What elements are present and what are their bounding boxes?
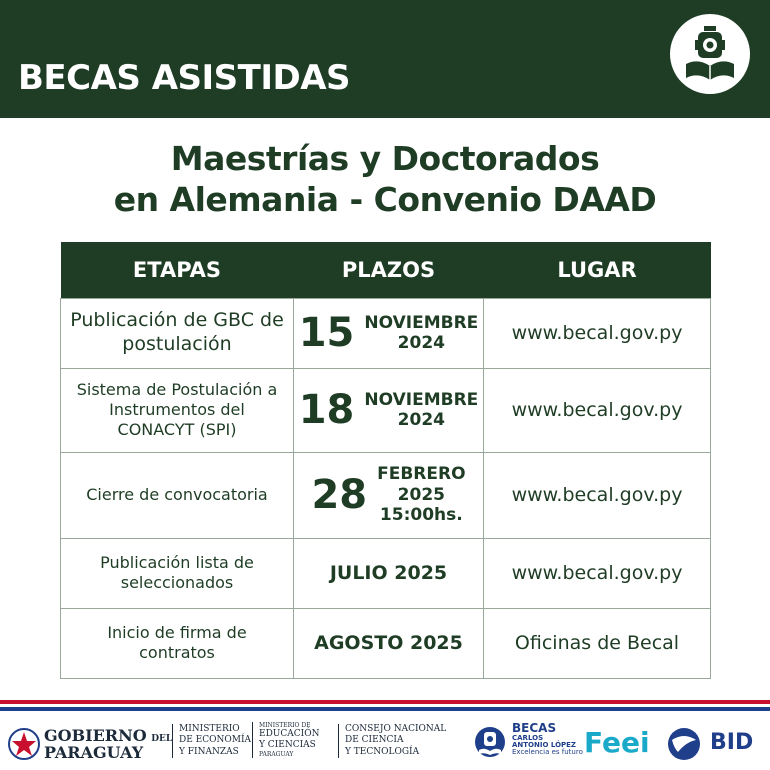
becas-line1: BECAS bbox=[512, 721, 557, 735]
header-etapas: ETAPAS bbox=[61, 242, 294, 298]
table-row bbox=[61, 298, 711, 368]
plazo-cell: JULIO 2025 bbox=[294, 538, 484, 608]
logo-becas-carlos-antonio-lopez bbox=[512, 722, 583, 757]
plazo-month: NOVIEMBRE bbox=[364, 312, 479, 333]
gobierno-text: GOBIERNO bbox=[44, 726, 147, 745]
lugar-cell: www.becal.gov.py bbox=[484, 368, 711, 452]
header-plazos: PLAZOS bbox=[294, 242, 484, 298]
plazo-day: 28 bbox=[311, 471, 368, 518]
conacyt-line1: CONSEJO NACIONAL bbox=[345, 724, 447, 734]
plazo-month-year bbox=[364, 313, 478, 354]
paraguay-text: PARAGUAY bbox=[44, 742, 144, 762]
logo-ministerio-economia bbox=[172, 724, 251, 758]
plazo-day: 15 bbox=[298, 310, 355, 356]
plazo-day: 18 bbox=[298, 387, 355, 433]
header-title: BECAS ASISTIDAS bbox=[18, 58, 351, 98]
min-eco-line1: MINISTERIO bbox=[179, 724, 240, 734]
lugar-cell: www.becal.gov.py bbox=[484, 452, 711, 538]
page-title-line1: Maestrías y Doctorados bbox=[170, 139, 600, 178]
footer-logos bbox=[0, 712, 770, 770]
plazo-cell bbox=[294, 368, 484, 452]
min-edu-small: MINISTERIO DE bbox=[259, 722, 311, 729]
plazo-cell bbox=[294, 298, 484, 368]
table-header-row bbox=[61, 242, 711, 298]
min-edu-line1: EDUCACIÓN bbox=[259, 729, 320, 740]
bid-globe-icon bbox=[664, 726, 704, 762]
logo-gobierno-paraguay bbox=[44, 728, 172, 762]
min-eco-line3: Y FINANZAS bbox=[179, 746, 239, 757]
etapa-cell: Sistema de Postulación a Instrumentos del CONACYT (SPI) bbox=[61, 368, 294, 452]
logo-ministerio-educacion bbox=[252, 722, 319, 758]
logo-bid: BID bbox=[710, 730, 754, 755]
etapa-cell: Publicación lista de seleccionados bbox=[61, 538, 294, 608]
logo-conacyt bbox=[338, 724, 446, 758]
lugar-cell: www.becal.gov.py bbox=[484, 298, 711, 368]
plazo-month: FEBRERO bbox=[377, 464, 466, 485]
table-row bbox=[61, 368, 711, 452]
etapa-cell: Cierre de convocatoria bbox=[61, 452, 294, 538]
table-row bbox=[61, 538, 711, 608]
table-row bbox=[61, 608, 711, 678]
min-eco-line2: DE ECONOMÍA bbox=[179, 735, 252, 746]
becal-logo bbox=[670, 14, 750, 94]
paraguay-shield-icon bbox=[8, 728, 40, 760]
plazo-year: 2024 bbox=[397, 333, 445, 353]
gobierno-del-text: DEL bbox=[151, 734, 173, 744]
plazo-cell: AGOSTO 2025 bbox=[294, 608, 484, 678]
conacyt-line3: Y TECNOLOGÍA bbox=[345, 746, 420, 757]
becas-line3: ANTONIO LÓPEZ bbox=[512, 740, 577, 749]
plazo-month: NOVIEMBRE bbox=[364, 389, 479, 410]
conacyt-line2: DE CIENCIA bbox=[345, 735, 404, 746]
min-edu-line2: Y CIENCIAS bbox=[259, 739, 316, 750]
header-banner bbox=[0, 0, 770, 118]
header-lugar: LUGAR bbox=[484, 242, 711, 298]
becal-lamp-book-icon bbox=[682, 24, 738, 82]
min-edu-small2: PARAGUAY bbox=[259, 750, 294, 758]
table-row bbox=[61, 452, 711, 538]
schedule-table bbox=[60, 242, 711, 679]
becas-line2: CARLOS bbox=[512, 733, 544, 742]
plazo-month-year bbox=[377, 464, 465, 525]
plazo-year: 2024 bbox=[397, 410, 445, 430]
etapa-cell: Publicación de GBC de postulación bbox=[61, 298, 294, 368]
lugar-cell: www.becal.gov.py bbox=[484, 538, 711, 608]
becas-tagline: Excelencia es futuro bbox=[512, 748, 583, 757]
lugar-cell: Oficinas de Becal bbox=[484, 608, 711, 678]
page-title-line2: en Alemania - Convenio DAAD bbox=[113, 180, 657, 219]
becas-lamp-icon bbox=[474, 724, 506, 760]
plazo-cell bbox=[294, 452, 484, 538]
etapa-cell: Inicio de firma de contratos bbox=[61, 608, 294, 678]
plazo-year: 2025 bbox=[397, 484, 445, 505]
logo-feei: Feei bbox=[584, 726, 650, 759]
flag-stripe-blue bbox=[0, 707, 770, 711]
plazo-month-year bbox=[364, 390, 478, 431]
plazo-time: 15:00hs. bbox=[379, 505, 463, 526]
